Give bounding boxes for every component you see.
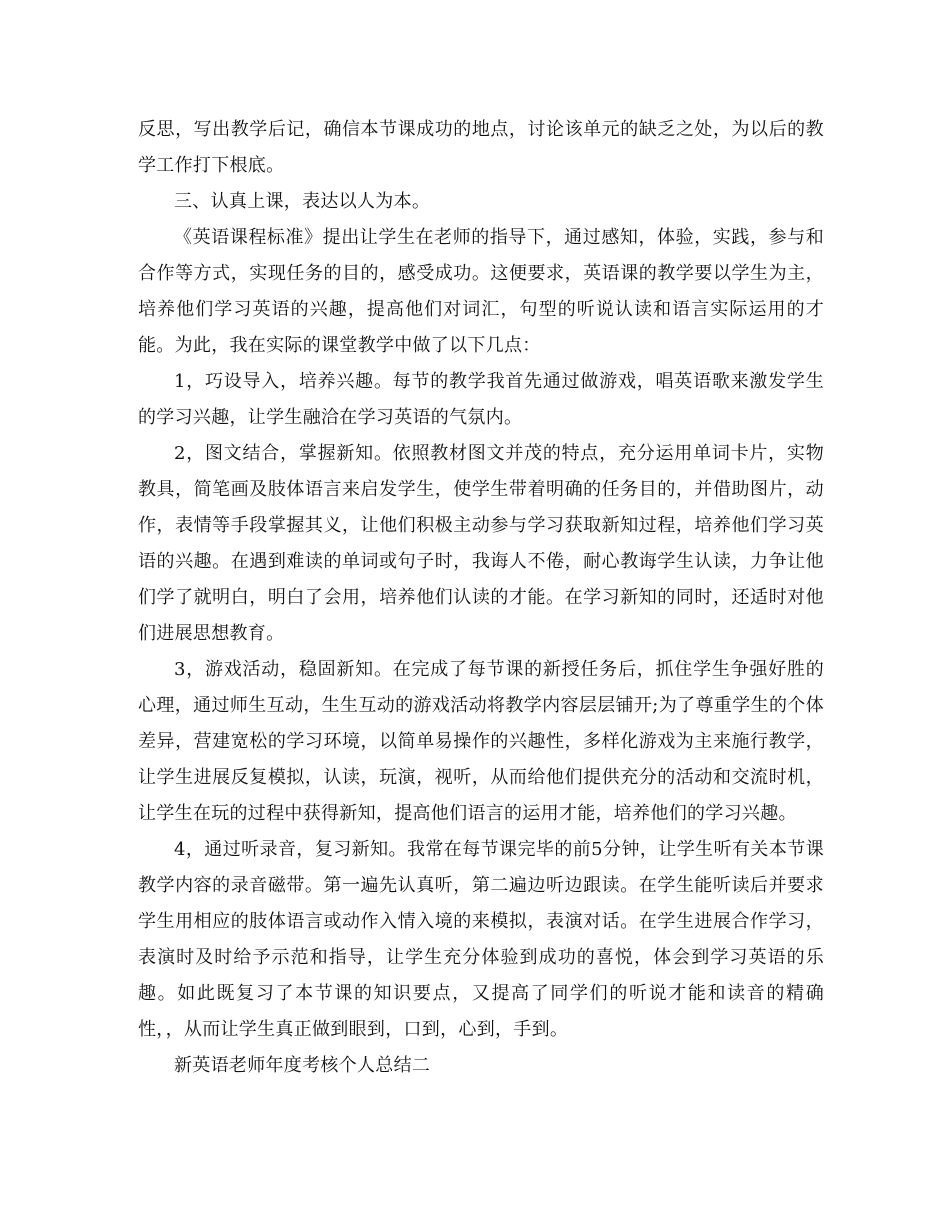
paragraph-point-1: 1，巧设导入，培养兴趣。每节的教学我首先通过做游戏，唱英语歌来激发学生的学习兴趣，让学生融洽在学习英语的气氛内。 bbox=[138, 371, 824, 428]
paragraph-point-3: 3，游戏活动，稳固新知。在完成了每节课的新授任务后，抓住学生争强好胜的心理，通过师生互动，生生互动的游戏活动将教学内容层层铺开;为了尊重学生的个体差异，营建宽松的学习环境，以简单易操作的兴趣性，多样化游戏为主来施行教学，让学生进展反复模拟，认读，玩演，视听，从而给他们提供充分的活动和交流时机，让学生在玩的过程中获得新知，提高他们语言的运用才能，培养他们的学习兴趣。 bbox=[138, 659, 824, 824]
paragraph-curriculum-standard: 《英语课程标准》提出让学生在老师的指导下，通过感知，体验，实践，参与和合作等方式，实现任务的目的，感受成功。这便要求，英语课的教学要以学生为主，培养他们学习英语的兴趣，提高他们对词汇，句型的听说认读和语言实际运用的才能。为此，我在实际的课堂教学中做了以下几点： bbox=[138, 227, 824, 356]
document-body bbox=[138, 112, 824, 1084]
paragraph-point-4: 4，通过听录音，复习新知。我常在每节课完毕的前5分钟，让学生听有关本节课教学内容的录音磁带。第一遍先认真听，第二遍边听边跟读。在学生能听读后并要求学生用相应的肢体语言或动作入情入境的来模拟，表演对话。在学生进展合作学习，表演时及时给予示范和指导，让学生充分体验到成功的喜悦，体会到学习英语的乐趣。如此既复习了本节课的知识要点，又提高了同学们的听说才能和读音的精确性，，从而让学生真正做到眼到，口到，心到，手到。 bbox=[138, 839, 824, 1040]
paragraph-continuation: 反思，写出教学后记，确信本节课成功的地点，讨论该单元的缺乏之处，为以后的教学工作打下根底。 bbox=[138, 119, 824, 176]
next-section-title: 新英语老师年度考核个人总结二 bbox=[174, 1055, 431, 1076]
section-heading: 三、认真上课，表达以人为本。 bbox=[174, 191, 431, 212]
paragraph-point-2: 2，图文结合，掌握新知。依照教材图文并茂的特点，充分运用单词卡片，实物教具，简笔画及肢体语言来启发学生，使学生带着明确的任务目的，并借助图片，动作，表情等手段掌握其义，让他们积极主动参与学习获取新知过程，培养他们学习英语的兴趣。在遇到难读的单词或句子时，我诲人不倦，耐心教诲学生认读，力争让他们学了就明白，明白了会用，培养他们认读的才能。在学习新知的同时，还适时对他们进展思想教育。 bbox=[138, 443, 824, 644]
